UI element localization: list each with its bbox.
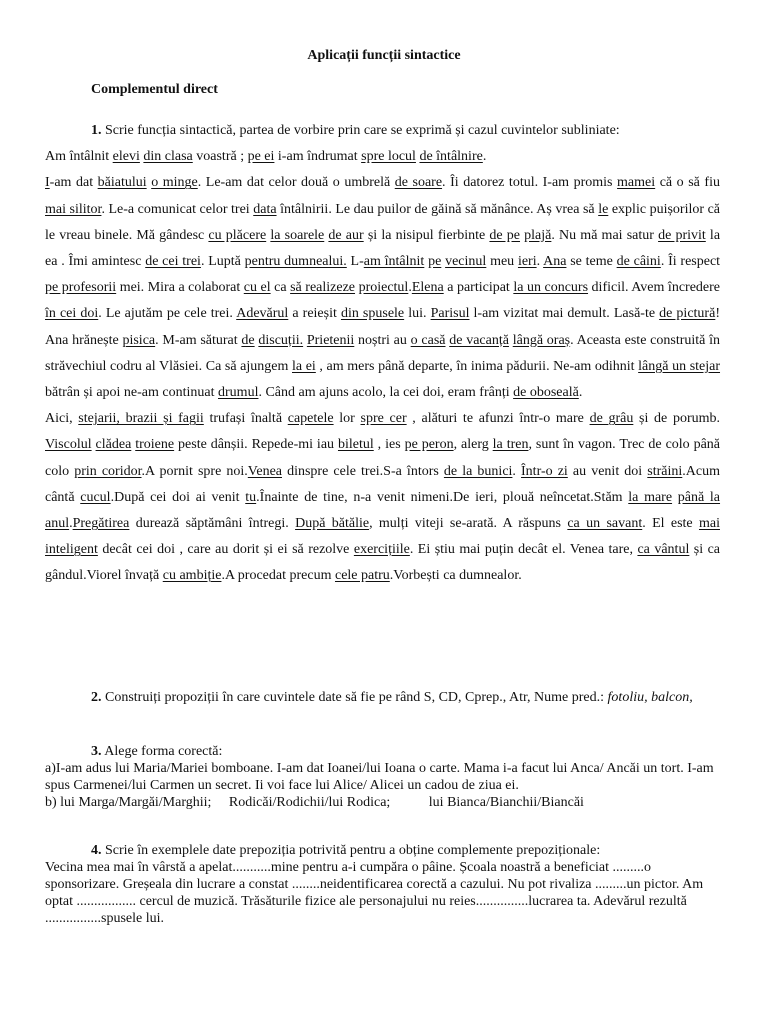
text-segment: l-am vizitat mai demult. Lasă-te bbox=[469, 306, 660, 322]
exercise-2-instruction: Construiți propoziții în care cuvintele date să fie pe rând S, CD, Cprep., Atr, Nume pred.: bbox=[101, 690, 608, 705]
underlined-word: de grâu bbox=[589, 411, 634, 427]
text-segment: Aici, bbox=[45, 411, 79, 427]
underlined-word: ieri bbox=[517, 254, 537, 270]
underlined-word: de oboseală bbox=[513, 385, 579, 401]
underlined-word: la tren bbox=[492, 437, 529, 453]
underlined-word: le bbox=[598, 201, 609, 217]
text-segment: mei. Mira a colaborat bbox=[116, 280, 244, 296]
underlined-word: cucul bbox=[80, 489, 111, 505]
exercise-4-number: 4. bbox=[91, 843, 102, 858]
underlined-word: tu bbox=[245, 489, 257, 505]
exercise-4-instruction-text: Scrie în exemplele date prepoziția potrivită pentru a obține complemente prepoziționale: bbox=[101, 843, 601, 858]
underlined-word: ca vântul bbox=[637, 542, 690, 558]
underlined-word: Viscolul bbox=[45, 437, 92, 453]
underlined-word: în cei doi bbox=[45, 306, 99, 322]
underlined-word: de cei trei bbox=[145, 254, 201, 270]
text-segment: vagon. Trec de colo până colo bbox=[45, 437, 721, 479]
text-segment: bătrân și bbox=[45, 385, 93, 401]
underlined-word: Prietenii bbox=[306, 332, 355, 348]
text-segment: dificil. Avem încredere bbox=[588, 280, 720, 296]
page-title: Aplicații funcții sintactice bbox=[307, 48, 461, 63]
underlined-word: clădea bbox=[95, 437, 132, 453]
text-segment: .Înainte de tine, n-a venit nimeni.De bbox=[256, 489, 470, 505]
text-segment: . bbox=[69, 516, 73, 532]
underlined-word: spre locul bbox=[361, 149, 416, 165]
exercise-2-text bbox=[45, 689, 720, 706]
underlined-word: am întâlnit bbox=[363, 254, 425, 270]
underlined-word: de aur bbox=[328, 227, 364, 243]
underlined-word: pe ei bbox=[247, 149, 275, 165]
text-segment: .După cei doi ai venit bbox=[110, 489, 246, 505]
exercise-3-instruction-text: Alege forma corectă: bbox=[101, 744, 223, 759]
text-segment: , alerg bbox=[453, 437, 493, 453]
text-segment: i-am îndrumat bbox=[274, 149, 362, 165]
text-segment: peste dânșii. Repede-mi iau bbox=[174, 437, 338, 453]
text-segment: . Când am ajuns acolo, la cei doi, eram frânți bbox=[258, 385, 514, 401]
exercise-3-number: 3. bbox=[91, 744, 102, 759]
underlined-word: să realizeze bbox=[290, 280, 356, 296]
exercise-1-number: 1. bbox=[91, 123, 102, 138]
text-segment: . bbox=[578, 385, 583, 401]
text-segment: și bbox=[633, 411, 649, 427]
text-segment: , ies bbox=[373, 437, 405, 453]
text-segment: lui. bbox=[404, 306, 431, 322]
text-segment: durează săptămâni întregi. bbox=[129, 516, 296, 532]
underlined-word: de pictură bbox=[659, 306, 716, 322]
text-segment: se teme bbox=[566, 254, 617, 270]
underlined-word: biletul bbox=[337, 437, 374, 453]
exercise-1-text bbox=[45, 144, 720, 589]
underlined-word: Ana bbox=[543, 254, 567, 270]
underlined-word: de bbox=[241, 332, 255, 348]
text-segment: . bbox=[482, 149, 487, 165]
underlined-word: plajă bbox=[524, 227, 552, 243]
underlined-word: proiectul bbox=[358, 280, 409, 296]
text-segment: . Îi datorez totul. I-am promis bbox=[442, 175, 618, 191]
text-segment: reieșit bbox=[298, 306, 341, 322]
text-segment: .A pornit spre noi. bbox=[141, 463, 248, 479]
exercise-3-instruction bbox=[45, 743, 720, 760]
exercise-3-option-1: b) lui Marga/Margăi/Marghii; bbox=[45, 795, 212, 810]
underlined-word: din clasa bbox=[143, 149, 193, 165]
underlined-word: Într-o zi bbox=[521, 463, 568, 479]
underlined-word: lângă un stejar bbox=[638, 358, 721, 374]
text-segment: . bbox=[536, 254, 544, 270]
exercise-1-instruction bbox=[45, 118, 720, 144]
text-segment: apoi ne-am continuat bbox=[92, 385, 219, 401]
underlined-word: mai silitor bbox=[45, 201, 102, 217]
underlined-word: discuții. bbox=[258, 332, 304, 348]
underlined-word: I bbox=[45, 175, 50, 191]
underlined-word: Venea bbox=[247, 463, 282, 479]
text-segment: ca bbox=[270, 280, 291, 296]
text-segment: și ca gândul.Viorel învață bbox=[45, 542, 721, 584]
exercise-3-line-a: a)I-am adus lui Maria/Mariei bomboane. I-am dat Ioanei/lui Ioana o carte. Mama i-a facut lui Anca/ Ancăi un tort. I-am spus Carmenei/lui Carmen un secret. Ii voi face lui Alice/ Alicei un cadou de ziua ei. bbox=[45, 761, 714, 793]
exercise-1-instruction-text: Scrie funcția sintactică, partea de vorbire prin care se exprimă și cazul cuvintelor subliniate: bbox=[101, 123, 620, 138]
text-segment: că o să fiu bbox=[655, 175, 720, 191]
text-segment: ! Ana hrănește bbox=[45, 306, 720, 348]
text-segment: a bbox=[288, 306, 299, 322]
text-segment: .A bbox=[221, 568, 235, 584]
underlined-word: băiatului bbox=[97, 175, 147, 191]
text-segment: meu bbox=[486, 254, 518, 270]
text-segment: , alături te afunzi într-o mare bbox=[406, 411, 590, 427]
text-segment: -am dat bbox=[49, 175, 98, 191]
exercise-3-option-2: Rodicăi/Rodichii/lui Rodica; bbox=[228, 795, 391, 810]
text-segment: întâlnirii. Le dau puilor de găină să mănânce. Aș vrea să bbox=[276, 201, 599, 217]
text-segment: .Vorbești ca dumnealor. bbox=[389, 568, 522, 584]
exercise-3-line-b bbox=[45, 794, 720, 811]
text-segment: decât cei doi , care au dorit și ei să rezolve bbox=[97, 542, 350, 558]
exercise-2-words: fotoliu, balcon, bbox=[607, 690, 693, 705]
underlined-word: elevi bbox=[112, 149, 140, 165]
underlined-word: Adevărul bbox=[236, 306, 289, 322]
text-segment: . Le-a comunicat celor trei bbox=[101, 201, 254, 217]
text-segment: . Îi respect bbox=[660, 254, 721, 270]
underlined-word: la soarele bbox=[270, 227, 325, 243]
exercise-4-instruction bbox=[45, 842, 720, 859]
section-subtitle: Complementul direct bbox=[91, 82, 218, 97]
underlined-word: drumul bbox=[218, 385, 259, 401]
underlined-word: pe profesorii bbox=[45, 280, 117, 296]
text-segment: . bbox=[408, 280, 412, 296]
text-segment: procedat precum bbox=[234, 568, 335, 584]
text-segment: dinspre cele trei.S-a întors bbox=[282, 463, 444, 479]
exercise-1 bbox=[45, 118, 720, 590]
underlined-word: Elena bbox=[411, 280, 444, 296]
text-segment: trufași înaltă bbox=[203, 411, 288, 427]
underlined-word: de pe bbox=[489, 227, 521, 243]
underlined-word: Pregătirea bbox=[72, 516, 130, 532]
underlined-word: stejarii, brazii și fagii bbox=[78, 411, 204, 427]
text-segment: . El este bbox=[642, 516, 699, 532]
underlined-word: lângă oraș bbox=[512, 332, 571, 348]
underlined-word: la ei bbox=[292, 358, 316, 374]
underlined-word: de soare bbox=[394, 175, 443, 191]
underlined-word: până la anul bbox=[45, 489, 721, 532]
text-segment: , mulți bbox=[369, 516, 409, 532]
text-segment: . Le-am dat celor două o umbrelă bbox=[197, 175, 395, 191]
text-segment: la ea . Îmi amintesc bbox=[45, 227, 721, 270]
exercise-2 bbox=[45, 689, 720, 706]
underlined-word: mamei bbox=[617, 175, 656, 191]
text-segment: . Luptă bbox=[200, 254, 245, 270]
text-segment: lor bbox=[333, 411, 361, 427]
underlined-word: cu el bbox=[243, 280, 271, 296]
underlined-word: de întâlnire bbox=[419, 149, 483, 165]
text-segment: . Nu mă mai satur bbox=[551, 227, 659, 243]
text-segment: L- bbox=[346, 254, 364, 270]
exercise-3-option-3: lui Bianca/Bianchii/Biancăi bbox=[428, 795, 584, 810]
underlined-word: cu ambiție bbox=[162, 568, 222, 584]
underlined-word: data bbox=[253, 201, 277, 217]
underlined-word: mai inteligent bbox=[45, 516, 720, 558]
text-segment: au venit doi bbox=[567, 463, 648, 479]
text-segment: ieri, plouă neîncetat.Stăm bbox=[469, 489, 629, 505]
underlined-word: la un concurs bbox=[513, 280, 589, 296]
text-segment: . Ei știu mai puțin decât el. Venea tare, bbox=[409, 542, 638, 558]
underlined-word: exercițiile bbox=[353, 542, 410, 558]
underlined-word: capetele bbox=[287, 411, 334, 427]
underlined-word: la mare bbox=[628, 489, 673, 505]
text-segment: și la nisipul fierbinte bbox=[363, 227, 490, 243]
underlined-word: După bătălie bbox=[295, 516, 370, 532]
text-segment: , am mers până departe, în inima pădurii. Ne-am odihnit bbox=[315, 358, 639, 374]
text-segment: .Acum cântă bbox=[45, 463, 720, 505]
text-segment: . bbox=[512, 463, 516, 479]
underlined-word: de la bunici bbox=[443, 463, 513, 479]
underlined-word: cu plăcere bbox=[208, 227, 267, 243]
underlined-word: troiene bbox=[135, 437, 175, 453]
text-segment: de porumb. bbox=[648, 411, 721, 427]
underlined-word: Parisul bbox=[430, 306, 470, 322]
exercise-4-text: Vecina mea mai în vârstă a apelat...........mine pentru a-i cumpăra o pâine. Școala noastră a beneficiat .........o sponsorizare. Greșeala din lucrare a constat ........neidentificarea corectă a cazului. Nu pot rivaliza .........un pictor. Am optat ................. cercul de muzică. Trăsăturile fizice ale personajului nu reies...............lucrarea ta. Adevărul rezultă ................spusele lui. bbox=[45, 860, 704, 926]
underlined-word: prin coridor bbox=[74, 463, 142, 479]
underlined-word: pentru dumnealui. bbox=[244, 254, 347, 270]
underlined-word: cele patru bbox=[334, 568, 390, 584]
underlined-word: spre cer bbox=[360, 411, 407, 427]
underlined-word: pe peron bbox=[404, 437, 454, 453]
underlined-word: o minge bbox=[151, 175, 198, 191]
underlined-word: din spusele bbox=[340, 306, 405, 322]
exercise-3 bbox=[45, 743, 720, 811]
text-segment: . M-am săturat bbox=[155, 332, 242, 348]
underlined-word: străini bbox=[647, 463, 683, 479]
text-segment: noștri au bbox=[354, 332, 411, 348]
underlined-word: de câini bbox=[616, 254, 661, 270]
text-segment: Vlăsiei. Ca să ajungem bbox=[155, 358, 292, 374]
underlined-word: o casă bbox=[410, 332, 446, 348]
text-segment: explic puișorilor că le vreau binele. Mă gândesc bbox=[45, 201, 720, 243]
underlined-word: pisica bbox=[122, 332, 156, 348]
underlined-word: ca un savant bbox=[567, 516, 643, 532]
text-segment: viteji se-arată. A răspuns bbox=[408, 516, 568, 532]
text-segment: . Le ajutăm pe cele trei. bbox=[98, 306, 237, 322]
text-segment: Am întâlnit bbox=[45, 149, 113, 165]
text-segment: . Aceasta este construită în străvechiul codru al bbox=[45, 332, 720, 374]
underlined-word: pe bbox=[428, 254, 442, 270]
text-segment: a participat bbox=[443, 280, 514, 296]
text-segment: voastră ; bbox=[192, 149, 248, 165]
underlined-word: vecinul bbox=[445, 254, 487, 270]
exercise-2-number: 2. bbox=[91, 690, 102, 705]
exercise-4 bbox=[45, 842, 720, 927]
underlined-word: de vacanță bbox=[449, 332, 509, 348]
underlined-word: de privit bbox=[658, 227, 706, 243]
text-segment: , sunt în bbox=[528, 437, 575, 453]
